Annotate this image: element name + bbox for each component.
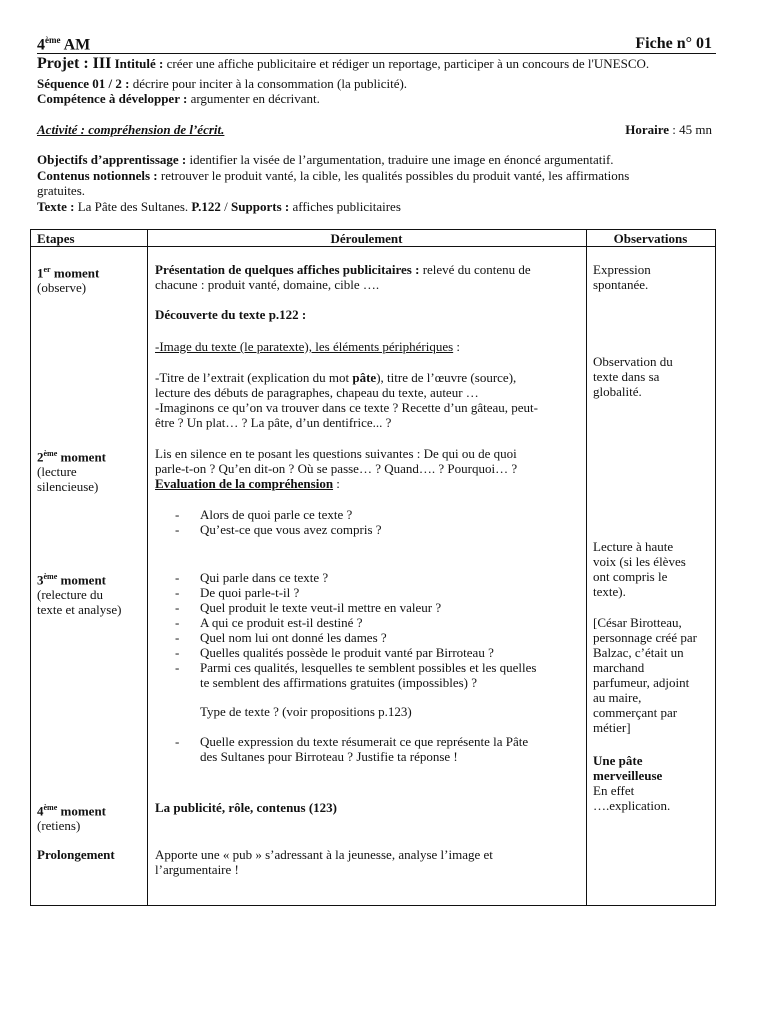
- observation-expression: [593, 262, 651, 292]
- column-divider: [147, 230, 148, 905]
- deroulement-prolongement: Apporte une « pub » s’adressant à la jeunesse, analyse l’image et l’argumentaire !: [155, 847, 493, 877]
- list-item: - Quel produit le texte veut-il mettre en valeur ?: [155, 600, 536, 615]
- header-etapes: Etapes: [37, 231, 75, 246]
- deroulement-presentation: Présentation de quelques affiches publicitaires : relevé du contenu de chacune : produit vanté, domaine, cible ….: [155, 262, 531, 292]
- texte-line: Texte : La Pâte des Sultanes. P.122 / Supports : affiches publicitaires: [37, 199, 401, 214]
- etape-moment-2: 2ème moment (lecture silencieuse): [37, 449, 107, 495]
- competence-line: Compétence à développer : argumenter en décrivant.: [37, 91, 320, 106]
- observation-line: Balzac, c’était un: [593, 645, 684, 660]
- objectifs-line: Objectifs d’apprentissage : identifier la visée de l’argumentation, traduire une image en énoncé argumentatif.: [37, 152, 614, 167]
- observation-pate: [593, 753, 670, 813]
- observation-line: ….explication.: [593, 798, 671, 813]
- list-item: - Alors de quoi parle ce texte ?: [155, 507, 382, 522]
- list-item: - Quel nom lui ont donné les dames ?: [155, 630, 536, 645]
- lesson-table: [30, 229, 716, 906]
- list-item: - A qui ce produit est-il destiné ?: [155, 615, 536, 630]
- deroulement-decouverte: Découverte du texte p.122 :: [155, 307, 307, 322]
- observation-globalite: [593, 354, 673, 399]
- column-divider: [586, 230, 587, 905]
- observation-line: texte).: [593, 584, 626, 599]
- etape-moment-1: 1er moment (observe): [37, 265, 100, 296]
- class-level: 4ème AM: [37, 35, 91, 54]
- etape-moment-3: 3ème moment (relecture du texte et analyse): [37, 572, 122, 618]
- observation-line: métier]: [593, 720, 631, 735]
- observation-line: commerçant par: [593, 705, 678, 720]
- etape-prolongement: Prolongement: [37, 847, 115, 862]
- deroulement-image: -Image du texte (le paratexte), les éléments périphériques :: [155, 339, 461, 354]
- contenus-line: Contenus notionnels : retrouver le produit vanté, la cible, les qualités possibles du produit vanté, les affirmations: [37, 168, 630, 183]
- header-divider: [31, 246, 715, 247]
- observation-line: parfumeur, adjoint: [593, 675, 690, 690]
- contenus-line-2: gratuites.: [37, 183, 86, 198]
- observation-line: au maire,: [593, 690, 642, 705]
- observation-lecture: [593, 539, 686, 599]
- observation-line: globalité.: [593, 384, 642, 399]
- deroulement-silence: Lis en silence en te posant les questions suivantes : De qui ou de quoi parle-t-on ? Qu’en dit-on ? Où se passe… ? Quand…. ? Pourquoi… ? Evaluation de la compréhension :: [155, 446, 518, 491]
- list-item: - Quelle expression du texte résumerait ce que représente la Pâte des Sultanes pour Birroteau ? Justifie ta réponse !: [155, 734, 536, 764]
- list-item: - Qui parle dans ce texte ?: [155, 570, 536, 585]
- observation-line: marchand: [593, 660, 645, 675]
- observation-line: voix (si les élèves: [593, 554, 686, 569]
- observation-line: texte dans sa: [593, 369, 660, 384]
- observation-line: Observation du: [593, 354, 673, 369]
- observation-line: merveilleuse: [593, 768, 663, 783]
- observation-line: En effet: [593, 783, 635, 798]
- header-rule: [37, 53, 716, 54]
- observation-birotteau: [593, 615, 697, 735]
- questions-list-2: [155, 570, 536, 764]
- list-item: - Quelles qualités possède le produit vanté par Birroteau ?: [155, 645, 536, 660]
- deroulement-titre: -Titre de l’extrait (explication du mot pâte), titre de l’œuvre (source), lecture des débuts de paragraphes, chapeau du texte, auteur … -Imaginons ce qu’on va trouver dans ce texte ? Recette d’un gâteau, peut- être ? Un plat… ? La pâte, d’un dentifrice... ?: [155, 370, 538, 430]
- header-deroulement: Déroulement: [330, 231, 403, 246]
- fiche-number: Fiche n° 01: [635, 35, 712, 52]
- list-item: - De quoi parle-t-il ?: [155, 585, 536, 600]
- observation-line: spontanée.: [593, 277, 649, 292]
- observation-line: Une pâte: [593, 753, 643, 768]
- list-item: - Qu’est-ce que vous avez compris ?: [155, 522, 382, 537]
- observation-line: [César Birotteau,: [593, 615, 682, 630]
- observation-line: Expression: [593, 262, 651, 277]
- header-observations: Observations: [613, 231, 688, 246]
- observation-line: personnage créé par: [593, 630, 697, 645]
- horaire-line: Horaire : 45 mn: [625, 122, 712, 137]
- questions-list-1: [155, 507, 382, 537]
- list-item: - Parmi ces qualités, lesquelles te semblent possibles et les quelles te semblent des affirmations gratuites (impossibles) ?: [155, 660, 536, 690]
- deroulement-pub: La publicité, rôle, contenus (123): [155, 800, 337, 815]
- projet-line: Projet : III Intitulé : créer une affiche publicitaire et rédiger un reportage, participer à un concours de l'UNESCO.: [37, 55, 650, 72]
- activite-line: Activité : compréhension de l’écrit.: [37, 122, 225, 137]
- observation-line: ont compris le: [593, 569, 668, 584]
- observation-line: Lecture à haute: [593, 539, 674, 554]
- type-texte: Type de texte ? (voir propositions p.123): [200, 704, 412, 719]
- etape-moment-4: 4ème moment (retiens): [37, 803, 107, 834]
- sequence-line: Séquence 01 / 2 : décrire pour inciter à la consommation (la publicité).: [37, 76, 408, 91]
